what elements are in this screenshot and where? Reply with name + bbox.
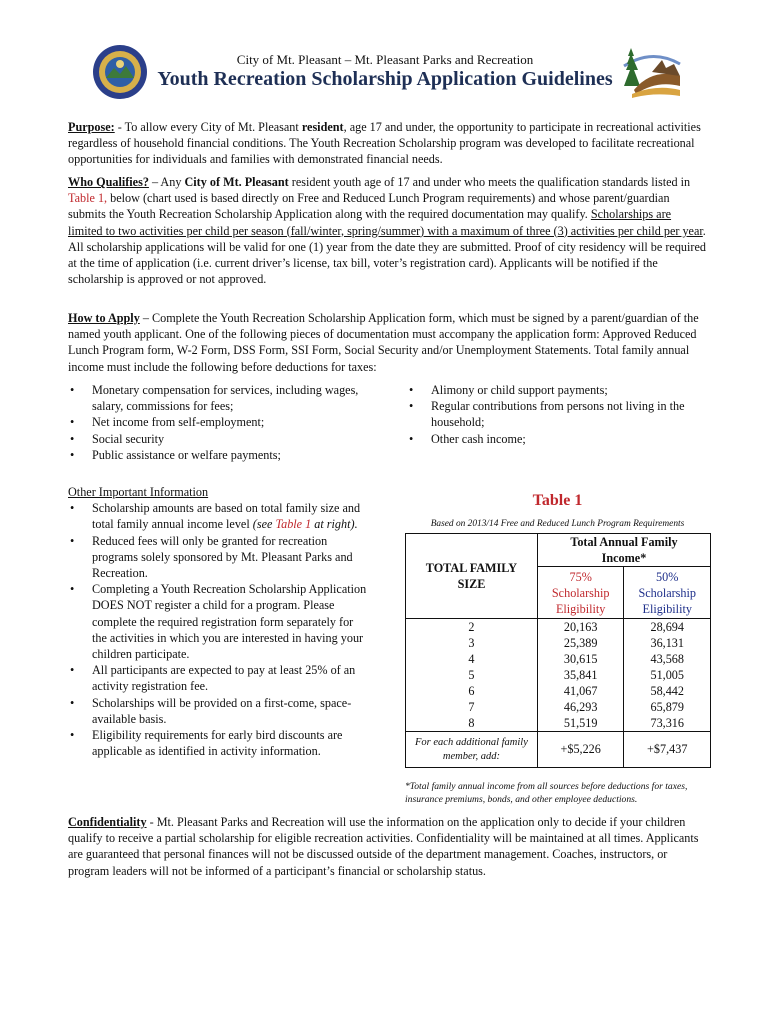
list-item: • Eligibility requirements for early bird discounts are applicable as identified in activity information. [68, 727, 368, 759]
how-text: – Complete the Youth Recreation Scholarship Application form, which must be signed by a parent/guardian of the named youth applicant. One of the following pieces of documentation must accompany the application form: Approved Reduced Lunch Program form, W-2 Form, DSS Form, SSI Form, Social Security and/or Unemployment Statements. Total family annual income must include the following before deductions for taxes: [68, 311, 699, 374]
how-label: How to Apply [68, 311, 140, 325]
col-total-income: Total Annual Family Income* [537, 534, 710, 567]
table-footnote: *Total family annual income from all sources before deductions for taxes, insurance premiums, bonds, and other employee deductions. [405, 781, 688, 805]
list-item: • Other cash income; [407, 431, 707, 447]
additional-50: +$7,437 [624, 732, 711, 768]
list-item: • All participants are expected to pay at least 25% of an activity registration fee. [68, 662, 368, 694]
other-info-list [68, 500, 368, 759]
purpose-bold: resident [301, 120, 344, 134]
purpose-label: Purpose: [68, 120, 115, 134]
table-1-subtitle: Based on 2013/14 Free and Reduced Lunch Program Requirements [430, 519, 685, 529]
page-title: Youth Recreation Scholarship Application Guidelines [157, 68, 613, 90]
list-item: • Completing a Youth Recreation Scholarship Application DOES NOT register a child for a program. Please complete the required registration form separately for the activities in which you are interested in having your children participate. [68, 581, 368, 662]
who-text-4: . All scholarship applications will be valid for one (1) year from the date they are submitted. Proof of city residency will be required at the time of application (i.e. current driver’s license, tax bill, voter’s registration card). Applicants will be notified if the scholarship is approved or not approved. [68, 223, 706, 287]
list-item: • Public assistance or welfare payments; [68, 447, 368, 463]
confidentiality-label: Confidentiality [68, 815, 147, 829]
table-1-reference: Table 1 [275, 517, 312, 532]
table-1-reference: Table 1, [68, 191, 108, 206]
list-item: • Regular contributions from persons not living in the household; [407, 398, 707, 430]
col-50-eligibility: 50% Scholarship Eligibility [624, 567, 711, 619]
who-qualifies-section [68, 174, 708, 287]
table-1-title: Table 1 [532, 492, 583, 509]
list-item: • Scholarship amounts are based on total family size and total family annual income level (see Table 1 at right). [68, 500, 368, 532]
how-to-apply-section [68, 310, 708, 375]
list-item: • Scholarships will be provided on a first-come, space-available basis. [68, 695, 368, 727]
confidentiality-section [68, 814, 708, 879]
income-list-left [68, 382, 368, 463]
who-text-2: resident youth age of 17 and under who meets the qualification standards listed in [288, 175, 691, 189]
list-item: • Reduced fees will only be granted for recreation programs solely sponsored by Mt. Pleasant Parks and Recreation. [68, 533, 368, 582]
table-row [406, 619, 711, 732]
purpose-text-1: - To allow every City of Mt. Pleasant [114, 120, 302, 134]
list-item: • Monetary compensation for services, including wages, salary, commissions for fees; [68, 382, 368, 414]
income-75-values: 20,163 25,389 30,615 35,841 41,067 46,293 51,519 [537, 619, 624, 732]
purpose-section [68, 119, 708, 168]
parks-logo-icon [622, 46, 682, 100]
header-subtitle: City of Mt. Pleasant – Mt. Pleasant Parks and Recreation [236, 52, 534, 67]
who-text-3: below (chart used is based directly on Free and Reduced Lunch Program requirements) and whose parent/guardian submits the Youth Recreation Scholarship Application along with the required documentation may qualify. [68, 191, 670, 222]
who-label: Who Qualifies? [68, 175, 149, 189]
income-50-values: 28,694 36,131 43,568 51,005 58,442 65,879 73,316 [624, 619, 711, 732]
scholarship-limit: Scholarships are limited to two activities per child per season (fall/winter, spring/summer) with a maximum of three (3) activities per child per year [68, 207, 703, 238]
other-info-heading: Other Important Information [68, 485, 209, 499]
col-75-eligibility: 75% Scholarship Eligibility [537, 567, 624, 619]
list-item: • Net income from self-employment; [68, 414, 368, 430]
table-row [406, 732, 711, 768]
additional-member-label: For each additional family member, add: [406, 732, 538, 768]
who-bold: City of Mt. Pleasant [184, 175, 289, 189]
list-item: • Alimony or child support payments; [407, 382, 707, 398]
scholarship-table [405, 533, 711, 768]
additional-75: +$5,226 [537, 732, 624, 768]
income-list-right [407, 382, 707, 447]
other-info-section [68, 484, 368, 759]
family-sizes: 2 3 4 5 6 7 8 [406, 619, 538, 732]
list-item: • Social security [68, 431, 368, 447]
col-family-size: TOTAL FAMILY SIZE [406, 534, 538, 619]
purpose-text-2: , age 17 and under, the opportunity to participate in recreational activities regardless of household financial conditions. The Youth Recreation Scholarship program was developed to facilitate recreational opportunities for individuals and families with demonstrated financial needs. [68, 120, 701, 167]
who-text-1: – Any [148, 175, 185, 189]
confidentiality-text: - Mt. Pleasant Parks and Recreation will use the information on the application only to decide if your children qualify to receive a partial scholarship for eligible recreation activities. Confidentiality will be maintained at all times. Applicants are guaranteed that personal finances will not be discussed outside of the department management. Coaches, instructors, or program leaders will not be informed of a participant’s financial or scholarship status. [68, 815, 699, 878]
